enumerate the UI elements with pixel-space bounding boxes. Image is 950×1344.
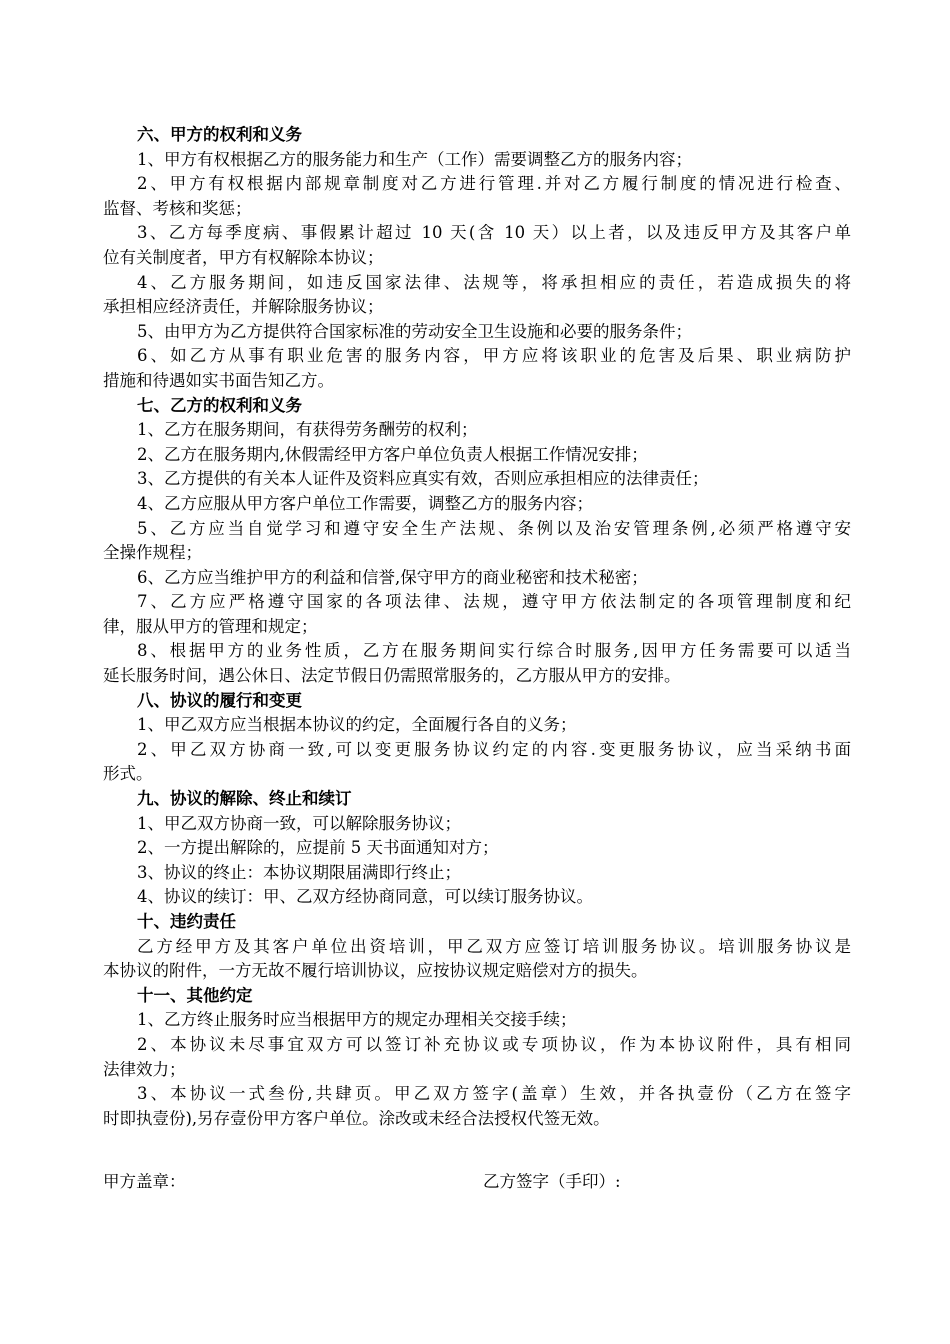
- clause-continuation-line: 监督、考核和奖惩；: [103, 198, 252, 218]
- clause-continuation-line: 承担相应经济责任，并解除服务协议；: [103, 297, 384, 317]
- clause-line: 2、一方提出解除的，应提前 5 天书面通知对方；: [137, 838, 499, 858]
- clause-continuation-line: 形式。: [103, 764, 153, 784]
- clause-line: 1、甲方有权根据乙方的服务能力和生产（工作）需要调整乙方的服务内容；: [137, 149, 692, 169]
- section-heading: 八、协议的履行和变更: [137, 690, 302, 710]
- section-heading: 六、甲方的权利和义务: [137, 125, 302, 144]
- clause-line: 1、甲乙双方协商一致，可以解除服务协议；: [137, 813, 461, 833]
- clause-continuation-line: 措施和待遇如实书面告知乙方。: [103, 370, 334, 390]
- clause-line: 2、甲乙双方协商一致,可以变更服务协议约定的内容.变更服务协议，应当采纳书面: [137, 739, 851, 759]
- clause-continuation-line: 位有关制度者，甲方有权解除本协议；: [103, 247, 384, 267]
- clause-line: 2、乙方在服务期内,休假需经甲方客户单位负责人根据工作情况安排；: [137, 444, 648, 464]
- clause-line: 2、本协议未尽事宜双方可以签订补充协议或专项协议，作为本协议附件，具有相同: [137, 1034, 851, 1054]
- signature-area: [103, 1169, 851, 1195]
- section-heading: 七、乙方的权利和义务: [137, 395, 302, 415]
- clause-continuation-line: 时即执壹份),另存壹份甲方客户单位。涂改或未经合法授权代签无效。: [103, 1108, 610, 1128]
- document-body: [103, 123, 851, 1131]
- clause-line: 7、乙方应严格遵守国家的各项法律、法规，遵守甲方依法制定的各项管理制度和纪: [137, 592, 851, 612]
- section-heading: 九、协议的解除、终止和续订: [137, 789, 352, 809]
- clause-line: 3、协议的终止：本协议期限届满即行终止；: [137, 862, 461, 882]
- party-a-seal-label: 甲方盖章：: [103, 1172, 186, 1191]
- clause-line: 8、根据甲方的业务性质，乙方在服务期间实行综合时服务,因甲方任务需要可以适当: [137, 641, 851, 661]
- clause-line: 4、协议的续订：甲、乙双方经协商同意，可以续订服务协议。: [137, 887, 593, 907]
- clause-line: 6、乙方应当维护甲方的利益和信誉,保守甲方的商业秘密和技术秘密；: [137, 567, 648, 587]
- clause-line: 1、甲乙双方应当根据本协议的约定，全面履行各自的义务；: [137, 715, 577, 735]
- clause-continuation-line: 本协议的附件，一方无故不履行培训协议，应按协议规定赔偿对方的损失。: [103, 961, 648, 981]
- clause-line: 3、本协议一式叁份,共肆页。甲乙双方签字(盖章）生效，并各执壹份（乙方在签字: [137, 1084, 851, 1104]
- clause-line: 6、如乙方从事有职业危害的服务内容，甲方应将该职业的危害及后果、职业病防护: [137, 346, 851, 366]
- clause-continuation-line: 全操作规程；: [103, 543, 202, 563]
- clause-line: 乙方经甲方及其客户单位出资培训，甲乙双方应签订培训服务协议。培训服务协议是: [137, 936, 851, 956]
- clause-line: 1、乙方终止服务时应当根据甲方的规定办理相关交接手续；: [137, 1010, 577, 1030]
- clause-line: 4、乙方应服从甲方客户单位工作需要，调整乙方的服务内容；: [137, 493, 593, 513]
- clause-line: 2、甲方有权根据内部规章制度对乙方进行管理.并对乙方履行制度的情况进行检查、: [137, 174, 851, 194]
- clause-continuation-line: 律，服从甲方的管理和规定；: [103, 616, 318, 636]
- party-b-signature-label: 乙方签字（手印）:: [483, 1172, 621, 1191]
- clause-line: 3、乙方每季度病、事假累计超过 10 天(含 10 天）以上者，以及违反甲方及其客户单: [137, 223, 851, 243]
- clause-continuation-line: 延长服务时间，遇公休日、法定节假日仍需照常服务的，乙方服从甲方的安排。: [103, 666, 681, 686]
- section-heading: 十、违约责任: [137, 912, 236, 931]
- clause-line: 1、乙方在服务期间，有获得劳务酬劳的权利；: [137, 420, 478, 440]
- section-heading: 十一、其他约定: [137, 985, 253, 1005]
- clause-line: 4、乙方服务期间，如违反国家法律、法规等，将承担相应的责任，若造成损失的将: [137, 272, 851, 292]
- clause-line: 5、乙方应当自觉学习和遵守安全生产法规、条例以及治安管理条例,必须严格遵守安: [137, 518, 851, 538]
- clause-continuation-line: 法律效力；: [103, 1059, 186, 1079]
- clause-line: 3、乙方提供的有关本人证件及资料应真实有效，否则应承担相应的法律责任；: [137, 469, 709, 489]
- clause-line: 5、由甲方为乙方提供符合国家标准的劳动安全卫生设施和必要的服务条件；: [137, 321, 692, 341]
